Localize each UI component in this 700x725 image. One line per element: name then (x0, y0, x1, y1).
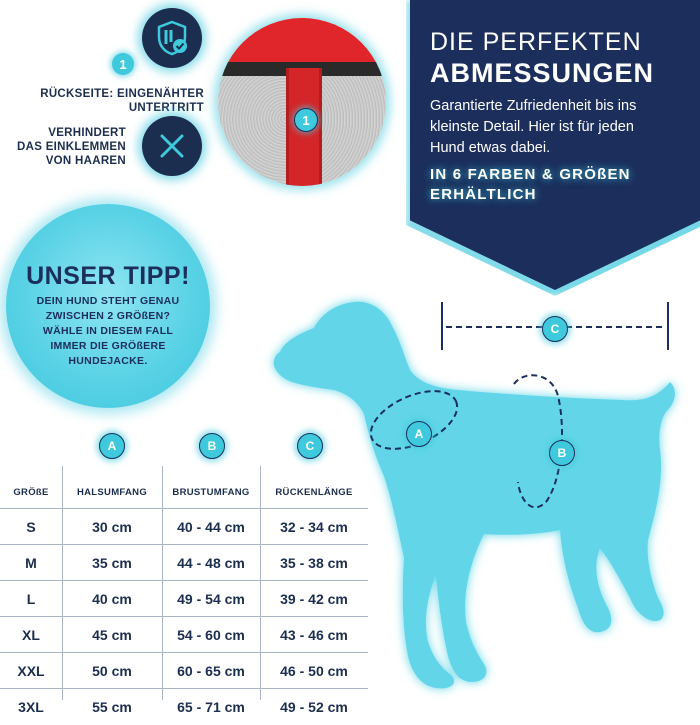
fabric-closeup-image (218, 18, 386, 186)
measure-badge-b: B (549, 440, 575, 466)
table-row: S 30 cm 40 - 44 cm 32 - 34 cm (0, 508, 368, 545)
header-neck: HALSUMFANG (76, 486, 148, 498)
col-badge-c: C (297, 433, 323, 459)
header-back: RÜCKENLÄNGE (275, 486, 353, 498)
header-chest: BRUSTUMFANG (172, 486, 250, 498)
table-divider (162, 466, 163, 700)
banner-body: Garantierte Zufriedenheit bis ins kleinste Detail. Hier ist für jeden Hund etwas dabei. (430, 98, 637, 156)
table-divider (62, 466, 63, 700)
measure-badge-c: C (542, 316, 568, 342)
feature-badge-1: 1 (112, 53, 134, 75)
col-badge-a: A (99, 433, 125, 459)
banner-title-line2: ABMESSUNGEN (430, 58, 655, 88)
tip-body: DEIN HUND STEHT GENAU ZWISCHEN 2 GRÖßEN? WÄHLE IN DIESEM FALL IMMER DIE GRÖßERE HUNDEJACKE. (36, 295, 180, 367)
table-row: XXL 50 cm 60 - 65 cm 46 - 50 cm (0, 652, 368, 689)
fabric-badge-1: 1 (294, 108, 318, 132)
x-icon (142, 116, 202, 176)
feature-text-2: VERHINDERT DAS EINKLEMMEN VON HAAREN (17, 127, 126, 167)
measure-badge-a: A (406, 421, 432, 447)
feature-text-1: RÜCKSEITE: EINGENÄHTER UNTERTRITT (40, 88, 204, 114)
col-badge-b: B (199, 433, 225, 459)
table-row: XL 45 cm 54 - 60 cm 43 - 46 cm (0, 616, 368, 653)
tip-title: UNSER TIPP! (26, 262, 190, 290)
header-size: GRÖßE (13, 486, 49, 498)
banner-title-line1: DIE PERFEKTEN (430, 28, 642, 56)
shield-check-icon (142, 8, 202, 68)
table-row: L 40 cm 49 - 54 cm 39 - 42 cm (0, 580, 368, 617)
table-row: M 35 cm 44 - 48 cm 35 - 38 cm (0, 544, 368, 581)
banner-cta: IN 6 FARBEN & GRÖßEN ERHÄLTLICH (430, 166, 631, 203)
table-divider (260, 466, 261, 700)
table-row: 3XL 55 cm 65 - 71 cm 49 - 52 cm (0, 688, 368, 701)
